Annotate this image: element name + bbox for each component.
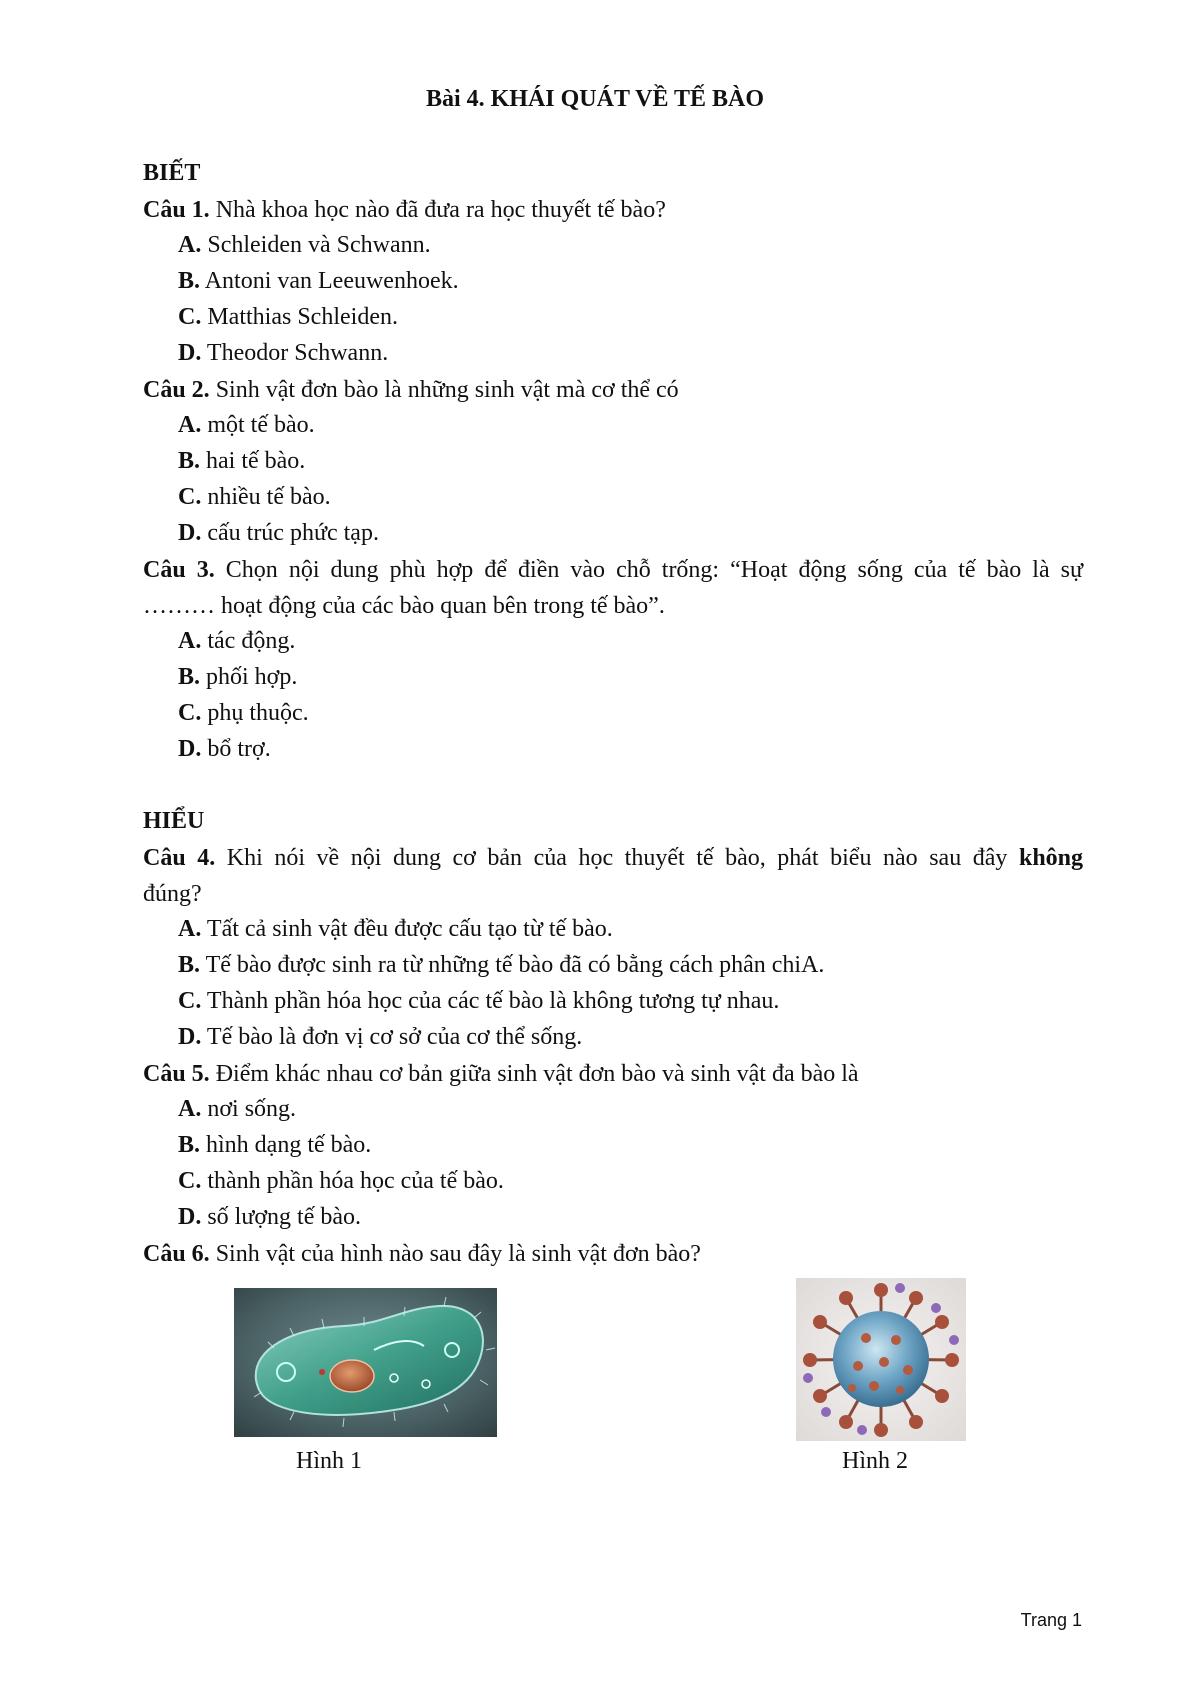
option-3d — [178, 736, 271, 763]
option-text: hình dạng tế bào. — [200, 1132, 372, 1158]
question-text: Nhà khoa học nào đã đưa ra học thuyết tế bào? — [209, 197, 666, 223]
question-text: Sinh vật của hình nào sau đây là sinh vật đơn bào? — [209, 1241, 701, 1267]
figure-2-caption: Hình 2 — [842, 1448, 908, 1474]
question-emphasis: không — [1018, 845, 1084, 871]
option-text: số lượng tế bào. — [201, 1204, 362, 1230]
option-5c — [178, 1168, 504, 1195]
section-heading-hieu: HIỂU — [143, 808, 205, 834]
question-text: Điểm khác nhau cơ bản giữa sinh vật đơn bào và sinh vật đa bào là — [209, 1061, 859, 1087]
option-3a — [178, 628, 295, 655]
option-letter: B. — [178, 952, 201, 978]
option-letter: D. — [178, 1024, 202, 1050]
option-2a — [178, 412, 315, 439]
option-text: Tất cả sinh vật đều được cấu tạo từ tế bào. — [201, 916, 613, 942]
option-2b — [178, 448, 305, 475]
option-text: Tế bào là đơn vị cơ sở của cơ thể sống. — [201, 1024, 583, 1050]
option-4c — [178, 988, 779, 1015]
option-letter: D. — [178, 340, 202, 366]
option-text: Antoni van Leeuwenhoek. — [200, 268, 459, 294]
option-letter: A. — [178, 232, 202, 258]
option-text: tác động. — [201, 628, 296, 654]
question-1 — [143, 192, 1083, 228]
option-text: Thành phần hóa học của các tế bào là không tương tự nhau. — [201, 988, 780, 1014]
virus-illustration — [796, 1278, 966, 1441]
option-text: nơi sống. — [201, 1096, 297, 1122]
option-letter: B. — [178, 1132, 201, 1158]
option-1a — [178, 232, 431, 259]
option-letter: C. — [178, 484, 202, 510]
option-5d — [178, 1204, 361, 1231]
page-title: Bài 4. KHÁI QUÁT VỀ TẾ BÀO — [425, 86, 765, 112]
option-letter: D. — [178, 520, 202, 546]
option-letter: A. — [178, 628, 202, 654]
question-text: Sinh vật đơn bào là những sinh vật mà cơ thể có — [209, 377, 679, 403]
question-text: Khi nói về nội dung cơ bản của học thuyết tế bào, phát biểu nào sau đây — [215, 845, 1008, 871]
option-4b — [178, 952, 824, 979]
option-letter: B. — [178, 664, 201, 690]
option-letter: C. — [178, 988, 202, 1014]
option-5b — [178, 1132, 371, 1159]
question-label: Câu 6. — [143, 1241, 210, 1267]
question-3-line2: ……… hoạt động của các bào quan bên trong tế bào”. — [143, 593, 665, 619]
option-text: Theodor Schwann. — [201, 340, 389, 366]
option-text: Tế bào được sinh ra từ những tế bào đã có bằng cách phân chiA. — [200, 952, 825, 978]
option-letter: C. — [178, 304, 202, 330]
figure-1-image — [234, 1288, 497, 1437]
option-1b — [178, 268, 459, 295]
question-label: Câu 3. — [143, 557, 215, 583]
option-text: cấu trúc phức tạp. — [201, 520, 379, 546]
option-3c — [178, 700, 309, 727]
option-letter: B. — [178, 448, 201, 474]
question-4 — [143, 840, 1083, 876]
question-label: Câu 2. — [143, 377, 210, 403]
option-5a — [178, 1096, 296, 1123]
question-5 — [143, 1056, 1083, 1092]
question-label: Câu 1. — [143, 197, 210, 223]
option-text: thành phần hóa học của tế bào. — [201, 1168, 504, 1194]
option-1c — [178, 304, 398, 331]
option-letter: A. — [178, 1096, 202, 1122]
option-letter: C. — [178, 700, 202, 726]
option-4d — [178, 1024, 582, 1051]
option-letter: D. — [178, 736, 202, 762]
option-text: hai tế bào. — [200, 448, 306, 474]
option-2d — [178, 520, 379, 547]
option-letter: D. — [178, 1204, 202, 1230]
option-text: phụ thuộc. — [201, 700, 309, 726]
paramecium-illustration — [234, 1288, 497, 1437]
option-letter: B. — [178, 268, 201, 294]
section-heading-biet: BIẾT — [143, 160, 201, 186]
question-text: Chọn nội dung phù hợp để điền vào chỗ trống: “Hoạt động sống của tế bào là sự — [214, 557, 1084, 583]
question-3 — [143, 552, 1083, 588]
question-6 — [143, 1236, 1083, 1272]
page-number: Trang 1 — [1020, 1610, 1082, 1630]
option-letter: C. — [178, 1168, 202, 1194]
option-text: Matthias Schleiden. — [201, 304, 398, 330]
option-letter: A. — [178, 916, 202, 942]
option-1d — [178, 340, 388, 367]
option-text: phối hợp. — [200, 664, 298, 690]
option-text: bổ trợ. — [201, 736, 271, 762]
option-letter: A. — [178, 412, 202, 438]
question-label: Câu 4. — [143, 845, 216, 871]
option-text: nhiều tế bào. — [201, 484, 331, 510]
option-text: một tế bào. — [201, 412, 315, 438]
option-text: Schleiden và Schwann. — [201, 232, 431, 258]
question-label: Câu 5. — [143, 1061, 210, 1087]
option-4a — [178, 916, 613, 943]
option-3b — [178, 664, 297, 691]
option-2c — [178, 484, 331, 511]
figure-1-caption: Hình 1 — [296, 1448, 362, 1474]
figure-2-image — [796, 1278, 966, 1441]
question-2 — [143, 372, 1083, 408]
question-4-line2: đúng? — [143, 881, 202, 907]
